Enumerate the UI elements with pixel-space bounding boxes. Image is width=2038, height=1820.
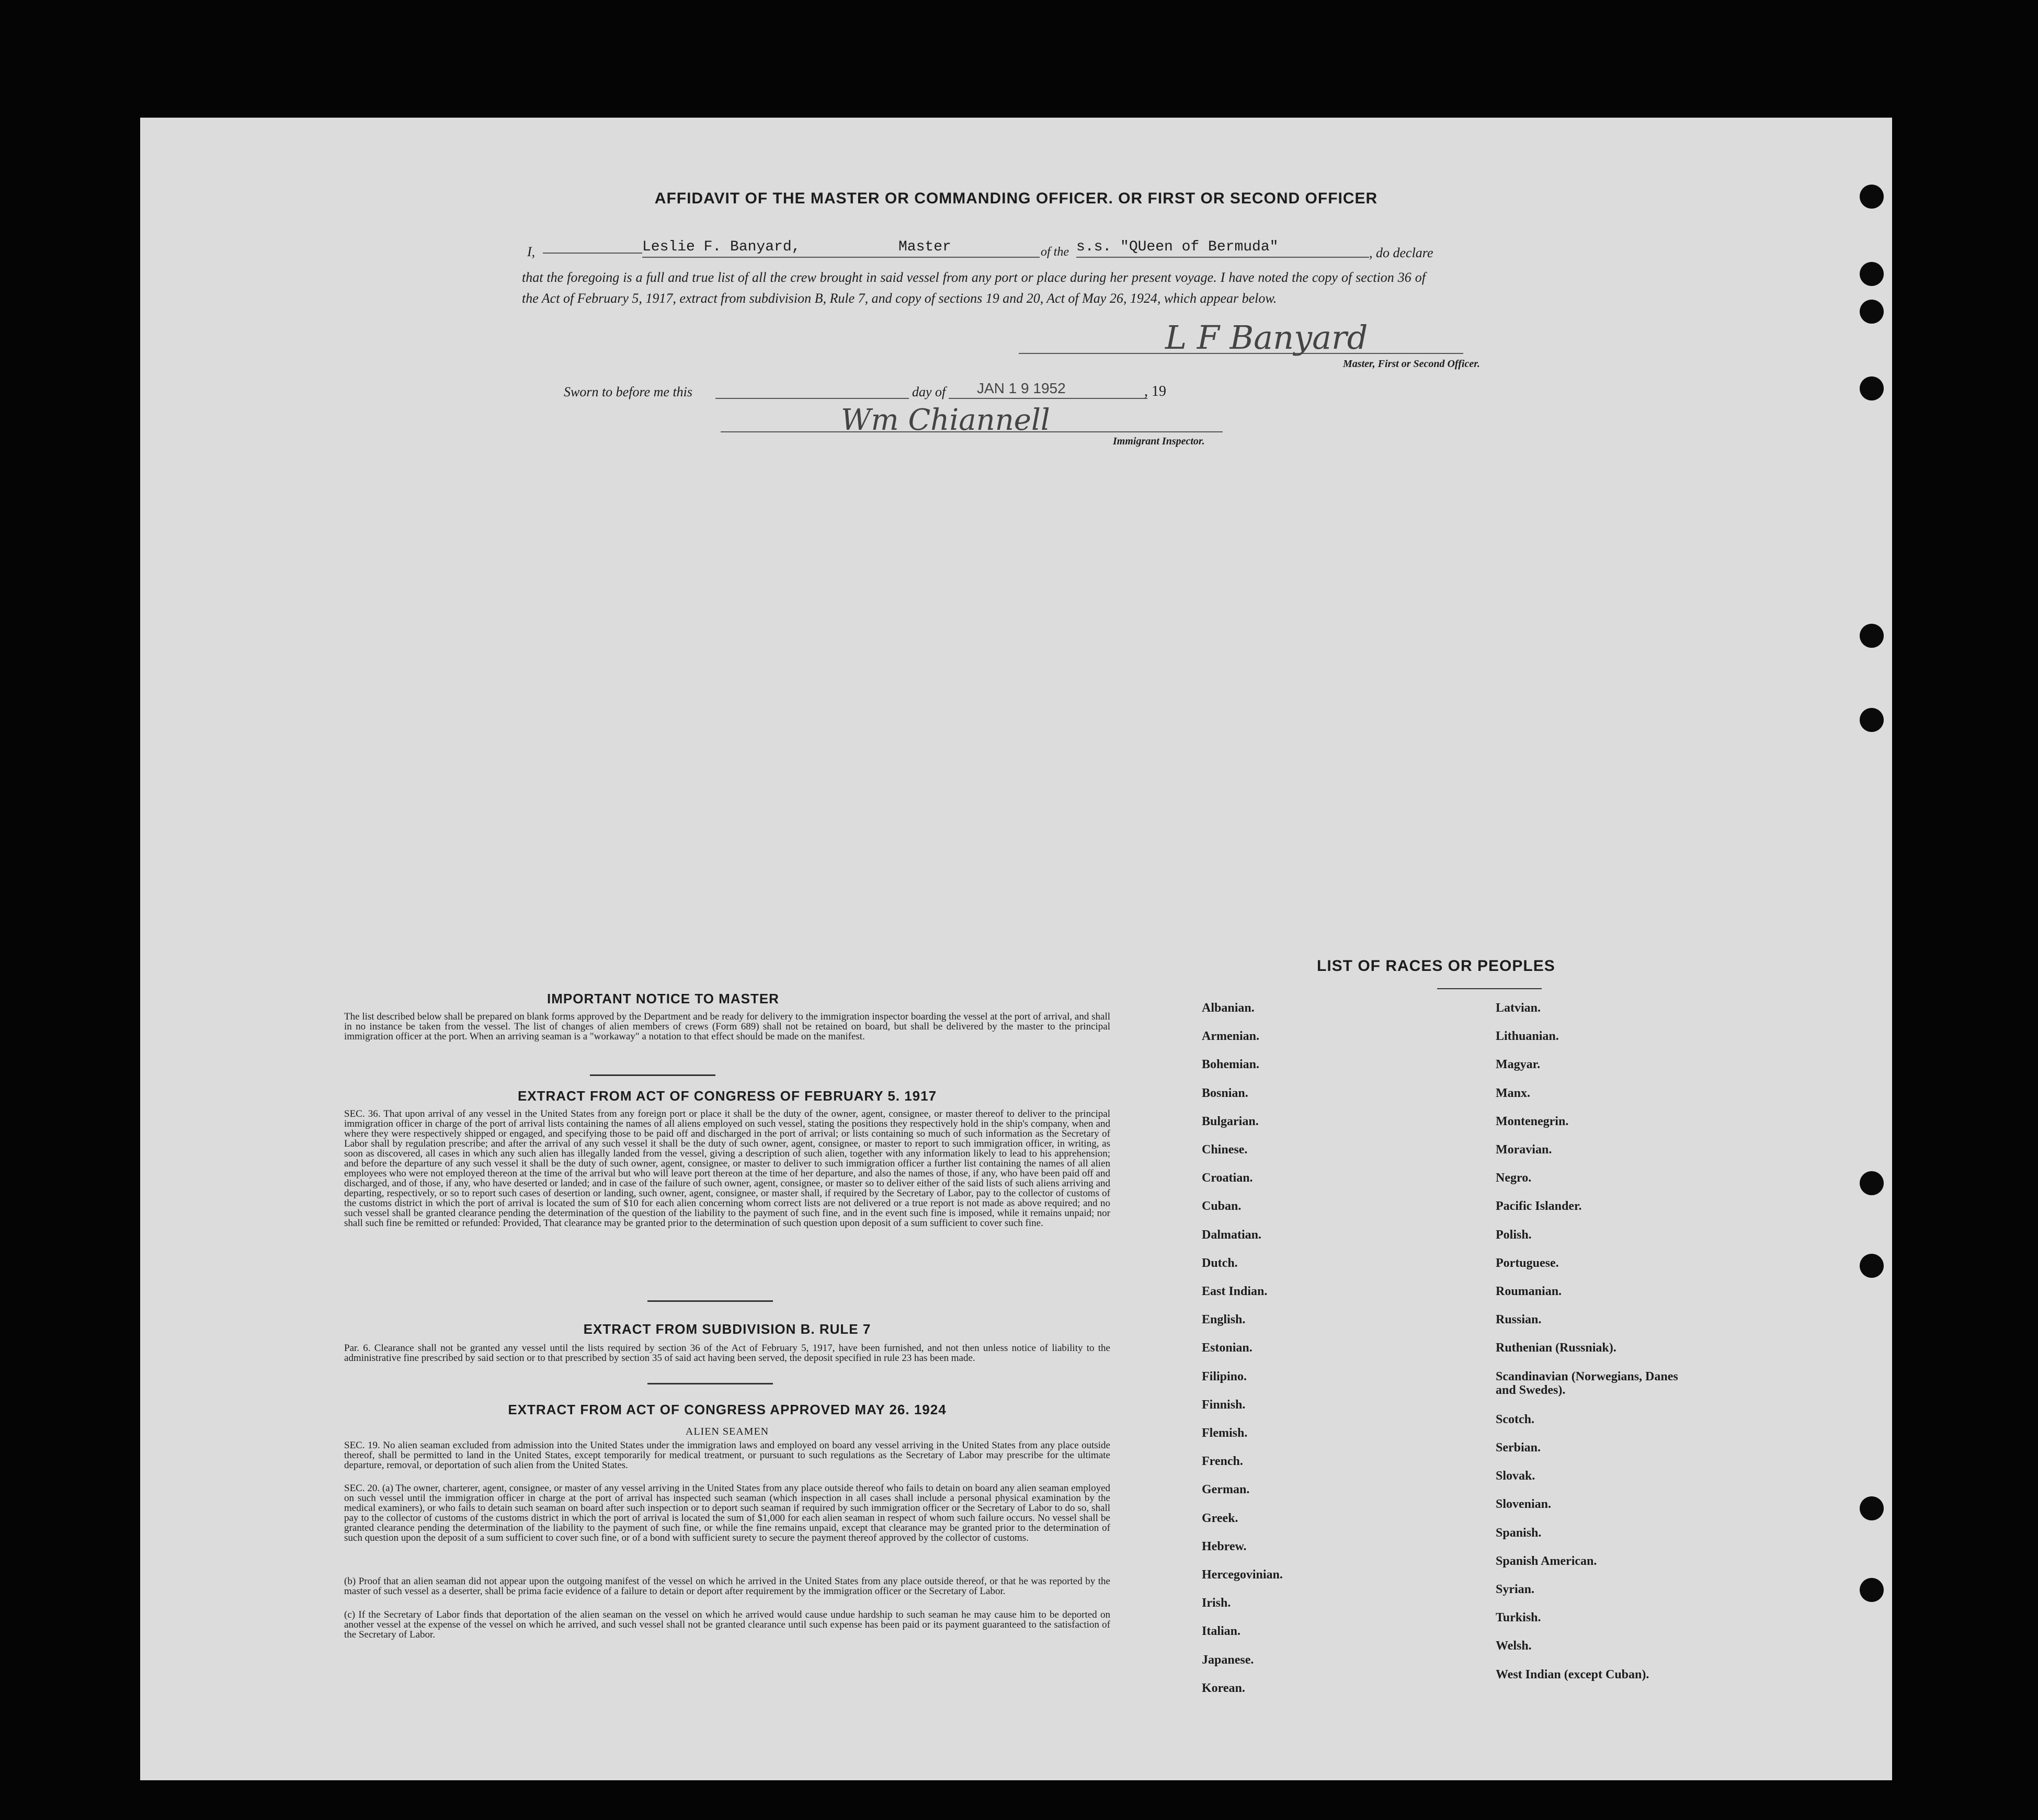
rule7-text: Par. 6. Clearance shall not be granted any vessel until the lists required by section 36 of the Act of February 5, 1917, have been furnished, and not then unless notice of liability to the administrative fine prescribed by said section or to that prescribed by section 35 of said act having been served, the deposit specified in rule 23 has been made.	[344, 1343, 1110, 1364]
day-of-text: day of	[912, 384, 946, 399]
race-item: Roumanian.	[1496, 1285, 1562, 1298]
punch-hole	[1860, 1171, 1884, 1195]
race-item: Armenian.	[1202, 1029, 1259, 1044]
race-item: Bulgarian.	[1202, 1114, 1259, 1128]
divider	[1437, 988, 1542, 989]
sec20c-text: (c) If the Secretary of Labor finds that deportation of the alien seaman on the vessel on which he arrived would cause undue hardship to such seaman he may cause him to be deported on another vessel at the expense of the vessel on which he arrived, and such vessel shall not be granted clearance until such expense has been paid or its payment guaranteed to the satisfaction of the Secretary of Labor.	[344, 1609, 1110, 1640]
race-item: Manx.	[1496, 1086, 1530, 1100]
race-item: Cuban.	[1202, 1199, 1242, 1214]
race-item: Portuguese.	[1496, 1256, 1559, 1270]
race-item: Irish.	[1202, 1596, 1231, 1610]
race-item: Croatian.	[1202, 1171, 1253, 1185]
race-item: Filipino.	[1202, 1369, 1247, 1383]
race-item: Hercegovinian.	[1202, 1568, 1283, 1582]
extract-1917-text: SEC. 36. That upon arrival of any vessel in the United States from any foreign port or place it shall be the duty of the owner, agent, consignee, or master thereof to deliver to the principal immigration officer in charge of the port of arrival lists containing the names of all aliens employed on such vessel, stating the positions they respectively hold in the ship's company, when and where they were respectively shipped or engaged, and specifying those to be paid off and discharged in the port of arrival; or lists containing so much of such information as the Secretary of Labor shall by regulation prescribe; and after the arrival of any such vessel it shall be the duty of such owner, agent, consignee, or master to report to such immigration officer, in writing, as soon as discovered, all cases in which any such alien has illegally landed from the vessel, giving a description of such alien, together with any information likely to lead to his apprehension; and before the departure of any such vessel it shall be the duty of such owner, agent, consignee, or master to deliver to such immigration officer a further list containing the names of all alien employees who were not employed thereon at the time of the arrival but who will leave port thereon at the time of her departure, and also the names of those, if any, who have been paid off and discharged, and of those, if any, who have deserted or landed; and in case of the failure of such owner, agent, consignee, or master so to deliver either of the said lists of such aliens arriving and departing, respectively, or so to report such cases of desertion or landing, such owner, agent, consignee, or master shall, if required by the Secretary of Labor, pay to the collector of customs of the customs district in which the port of arrival is located the sum of $10 for each alien concerning whom correct lists are not delivered or a true report is not made as above required; and no such vessel shall be granted clearance pending the determination of the question of the liability to the payment of such fine, and in the event such fine is imposed, while it remains unpaid; nor shall such fine be remitted or refunded: Provided, That clearance may be granted prior to the determination of such question upon deposit of a sum sufficient to cover such fine.	[344, 1108, 1110, 1229]
race-item: German.	[1202, 1483, 1250, 1497]
race-item: Korean.	[1202, 1681, 1245, 1695]
inspector-caption: Immigrant Inspector.	[1113, 436, 1205, 447]
race-item: Scotch.	[1496, 1412, 1534, 1426]
sec20a-text: SEC. 20. (a) The owner, charterer, agent, consignee, or master of any vessel arriving in the United States from any place outside thereof who fails to detain on board any alien seaman employed on such vessel until the immigration officer in charge at the port of arrival has inspected such seaman (which inspection in all cases shall include a personal physical examination by the medical examiners), or who fails to detain such seaman on board after such inspection or to deport such seaman if required by such immigration officer or the Secretary of Labor to do so, shall pay to the collector of customs of the customs district in which the port of arrival is located the sum of $1,000 for each alien seaman in respect of whom such failure occurs. No vessel shall be granted clearance pending the determination of the liability to the payment of such fine, or while the fine remains unpaid, except that clearance may be granted prior to the determination of such question upon the deposit of a sum sufficient to cover such fine, or of a bond with sufficient surety to secure the payment thereof approved by the collector of customs.	[344, 1483, 1110, 1543]
divider	[647, 1383, 773, 1384]
race-item: Serbian.	[1496, 1441, 1541, 1455]
punch-hole	[1860, 1254, 1884, 1278]
race-item: French.	[1202, 1455, 1243, 1469]
sworn-text: Sworn to before me this	[564, 384, 693, 399]
inspector-signature: Wm Chiannell	[841, 403, 1050, 437]
race-item: Montenegrin.	[1496, 1114, 1569, 1128]
race-item: Turkish.	[1496, 1611, 1541, 1625]
race-item: Spanish.	[1496, 1526, 1542, 1540]
race-item: Welsh.	[1496, 1639, 1532, 1653]
race-item: Moravian.	[1496, 1143, 1552, 1157]
race-item: Latvian.	[1496, 1001, 1541, 1015]
race-item: Russian.	[1496, 1313, 1542, 1327]
document-page	[140, 118, 1892, 1780]
extract-1917-heading: EXTRACT FROM ACT OF CONGRESS OF FEBRUARY 5. 1917	[517, 1088, 937, 1104]
race-item: Albanian.	[1202, 1001, 1255, 1015]
race-item: Scandinavian (Norwegians, Danes and Swedes).	[1496, 1369, 1678, 1397]
race-item: Dalmatian.	[1202, 1228, 1261, 1242]
race-item: Syrian.	[1496, 1583, 1535, 1596]
race-item: Greek.	[1202, 1511, 1238, 1525]
race-item: English.	[1202, 1313, 1246, 1327]
sec19-text: SEC. 19. No alien seaman excluded from admission into the United States under the immigration laws and employed on board any vessel arriving in the United States from any place outside thereof, shall be permitted to land in the United States, except temporarily for medical treatment, or pursuant to such regulations as the Secretary of Labor may prescribe for the ultimate departure, removal, or deportation of such alien from the United States.	[344, 1440, 1110, 1471]
races-heading: LIST OF RACES OR PEOPLES	[1317, 957, 1555, 975]
master-signature: L F Banyard	[1165, 318, 1368, 357]
extract-1924-heading: EXTRACT FROM ACT OF CONGRESS APPROVED MAY 26. 1924	[508, 1402, 947, 1417]
notice-text: The list described below shall be prepared on blank forms approved by the Department and be ready for delivery to the immigration inspector boarding the vessel at the port of arrival, and shall in no instance be taken from the vessel. The list of changes of alien members of crews (Form 689) shall not be retained on board, but shall be delivered by the master to the principal immigration officer at the port. When an arriving seaman is a "workaway" a notation to that effect should be made on the manifest.	[344, 1011, 1110, 1042]
race-item: Slovak.	[1496, 1469, 1535, 1483]
race-item: Finnish.	[1202, 1398, 1246, 1412]
blank-line	[543, 253, 642, 254]
race-item: Flemish.	[1202, 1426, 1248, 1440]
year-prefix: , 19	[1144, 383, 1166, 399]
race-item: Magyar.	[1496, 1058, 1541, 1072]
race-item: Lithuanian.	[1496, 1029, 1559, 1044]
alien-seamen-subheading: ALIEN SEAMEN	[685, 1426, 769, 1437]
rank-underline	[872, 257, 1040, 258]
sec20b-text: (b) Proof that an alien seaman did not appear upon the outgoing manifest of the vessel on which he arrived in the United States from any place outside thereof, or that he was reported by the master of such vessel as a deserter, shall be prima facie evidence of a failure to detain or deport after requirement by the immigration officer or the Secretary of Labor.	[344, 1576, 1110, 1597]
name-underline	[642, 257, 872, 258]
master-caption: Master, First or Second Officer.	[1343, 358, 1480, 370]
month-line	[949, 398, 1147, 399]
master-name: Leslie F. Banyard,	[642, 239, 801, 255]
race-item: Spanish American.	[1496, 1554, 1597, 1568]
declare-text: , do declare	[1369, 245, 1433, 260]
race-item: Ruthenian (Russniak).	[1496, 1341, 1616, 1355]
divider	[590, 1074, 715, 1076]
of-the-text: of the	[1041, 245, 1069, 259]
race-item: Pacific Islander.	[1496, 1199, 1582, 1214]
vessel-underline	[1076, 257, 1369, 258]
punch-hole	[1860, 708, 1884, 732]
punch-hole	[1860, 624, 1884, 648]
race-item: East Indian.	[1202, 1285, 1268, 1298]
punch-hole	[1860, 1496, 1884, 1520]
race-item: Italian.	[1202, 1624, 1241, 1639]
punch-hole	[1860, 185, 1884, 209]
date-stamp: JAN 1 9 1952	[977, 380, 1066, 396]
affidavit-body: that the foregoing is a full and true list of all the crew brought in said vessel from any port or place during her present voyage. I have noted the copy of section 36 of the Act of February 5, 1917, extract from subdivision B, Rule 7, and copy of sections 19 and 20, Act of May 26, 1924, which appear below.	[522, 270, 1426, 306]
master-rank: Master	[898, 239, 951, 255]
rule7-heading: EXTRACT FROM SUBDIVISION B. RULE 7	[583, 1321, 871, 1337]
divider	[647, 1300, 773, 1302]
race-item: Japanese.	[1202, 1653, 1254, 1667]
punch-hole	[1860, 300, 1884, 324]
punch-hole	[1860, 1578, 1884, 1602]
race-item: Polish.	[1496, 1228, 1532, 1242]
sworn-day-line	[715, 398, 909, 399]
notice-heading: IMPORTANT NOTICE TO MASTER	[547, 991, 779, 1006]
race-item: Chinese.	[1202, 1143, 1248, 1157]
race-item: West Indian (except Cuban).	[1496, 1667, 1649, 1681]
affidavit-title: AFFIDAVIT OF THE MASTER OR COMMANDING OFFICER. OR FIRST OR SECOND OFFICER	[654, 190, 1378, 207]
affidavit-pronoun: I,	[527, 244, 536, 259]
race-item: Estonian.	[1202, 1341, 1253, 1355]
race-item: Dutch.	[1202, 1256, 1238, 1270]
race-item: Hebrew.	[1202, 1539, 1247, 1553]
punch-hole	[1860, 262, 1884, 286]
punch-hole	[1860, 376, 1884, 400]
vessel-name: s.s. "QUeen of Bermuda"	[1076, 239, 1279, 255]
race-item: Bosnian.	[1202, 1086, 1248, 1100]
race-item: Bohemian.	[1202, 1058, 1260, 1072]
race-item: Slovenian.	[1496, 1497, 1552, 1512]
race-item: Negro.	[1496, 1171, 1532, 1185]
